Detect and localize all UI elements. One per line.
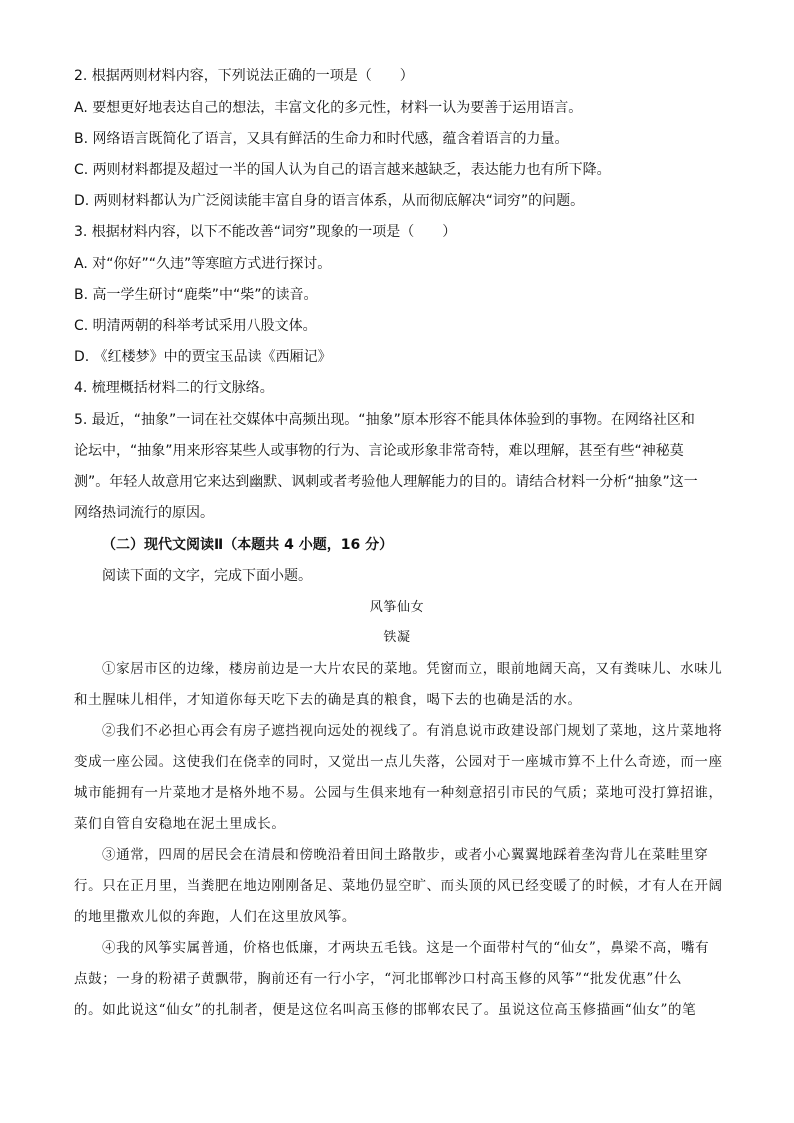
story-paragraph-line: 点鼓；一身的粉裙子黄飘带，胸前还有一行小字，“河北邯郸沙口村高玉修的风筝”“批发优惠”什么 — [74, 971, 683, 987]
story-paragraph-line: 城市能拥有一片菜地才是格外地不易。公园与生俱来地有一种刻意招引市民的气质；菜地可没打算招谁， — [74, 785, 723, 801]
q5-line: 测”。年轻人故意用它来达到幽默、讽刺或者考验他人理解能力的目的。请结合材料一分析“抽象”这一 — [74, 474, 698, 490]
story-paragraph-line: ②我们不必担心再会有房子遮挡视向远处的视线了。有消息说市政建设部门规划了菜地，这片菜地将 — [102, 723, 723, 739]
story-paragraph-line: ①家居市区的边缘，楼房前边是一大片农民的菜地。凭窗而立，眼前地阔天高，又有粪味儿、水味儿 — [102, 661, 723, 677]
q4-stem: 4. 梳理概括材料二的行文脉络。 — [74, 380, 274, 396]
q2-option-d: D. 两则材料都认为广泛阅读能丰富自身的语言体系，从而彻底解决“词穷”的问题。 — [74, 193, 585, 209]
story-paragraph-line: 行。只在正月里，当粪肥在地边刚刚备足、菜地仍显空旷、而头顶的风已经变暖了的时候，才有人在开阔 — [74, 878, 723, 894]
section-heading: （二）现代文阅读Ⅱ（本题共 4 小题，16 分） — [102, 537, 394, 553]
story-paragraph-line: 的地里撒欢儿似的奔跑，人们在这里放风筝。 — [74, 909, 356, 925]
story-paragraph-line: 变成一座公园。这使我们在侥幸的同时，又觉出一点儿失落，公园对于一座城市算不上什么奇迹，而一座 — [74, 754, 723, 770]
story-author: 铁凝 — [383, 630, 411, 645]
story-paragraph-line: ③通常，四周的居民会在清晨和傍晚沿着田间土路散步，或者小心翼翼地踩着垄沟背儿在菜畦里穿 — [102, 847, 709, 863]
q5-line: 5. 最近，“抽象”一词在社交媒体中高频出现。“抽象”原本形容不能具体体验到的事物。在网络社区和 — [74, 412, 695, 428]
q2-option-c: C. 两则材料都提及超过一半的国人认为自己的语言越来越缺乏，表达能力也有所下降。 — [74, 162, 611, 178]
story-paragraph-line: ④我的风筝实属普通，价格也低廉，才两块五毛钱。这是一个面带村气的“仙女”，鼻梁不高，嘴有 — [102, 940, 710, 956]
q3-option-a: A. 对“你好”“久违”等寒暄方式进行探讨。 — [74, 256, 332, 272]
story-paragraph-line: 的。如此说这“仙女”的扎制者，便是这位名叫高玉修的邯郸农民了。虽说这位高玉修描画“仙女”的笔 — [74, 1002, 697, 1018]
q3-stem: 3. 根据材料内容，以下不能改善“词穷”现象的一项是（ ） — [74, 224, 457, 240]
story-paragraph-line: 菜们自管自安稳地在泥土里成长。 — [74, 816, 286, 832]
q3-option-c: C. 明清两朝的科举考试采用八股文体。 — [74, 318, 317, 334]
section-instruction: 阅读下面的文字，完成下面小题。 — [102, 568, 312, 584]
q5-line: 网络热词流行的原因。 — [74, 505, 214, 521]
q3-option-d: D. 《红楼梦》中的贾宝玉品读《西厢记》 — [74, 349, 332, 365]
q3-option-b: B. 高一学生研讨“鹿柴”中“柴”的读音。 — [74, 287, 318, 303]
q2-stem: 2. 根据两则材料内容，下列说法正确的一项是（ ） — [74, 68, 414, 84]
q2-option-b: B. 网络语言既简化了语言，又具有鲜活的生命力和时代感，蕴含着语言的力量。 — [74, 131, 569, 147]
q2-option-a: A. 要想更好地表达自己的想法，丰富文化的多元性，材料一认为要善于运用语言。 — [74, 100, 583, 116]
story-title: 风筝仙女 — [369, 600, 425, 615]
q5-line: 论坛中，“抽象”用来形容某些人或事物的行为、言论或形象非常奇特，难以理解，甚至有些“神秘莫 — [74, 443, 684, 459]
story-paragraph-line: 和土腥味儿相伴，才知道你每天吃下去的确是真的粮食，喝下去的也确是活的水。 — [74, 692, 582, 708]
